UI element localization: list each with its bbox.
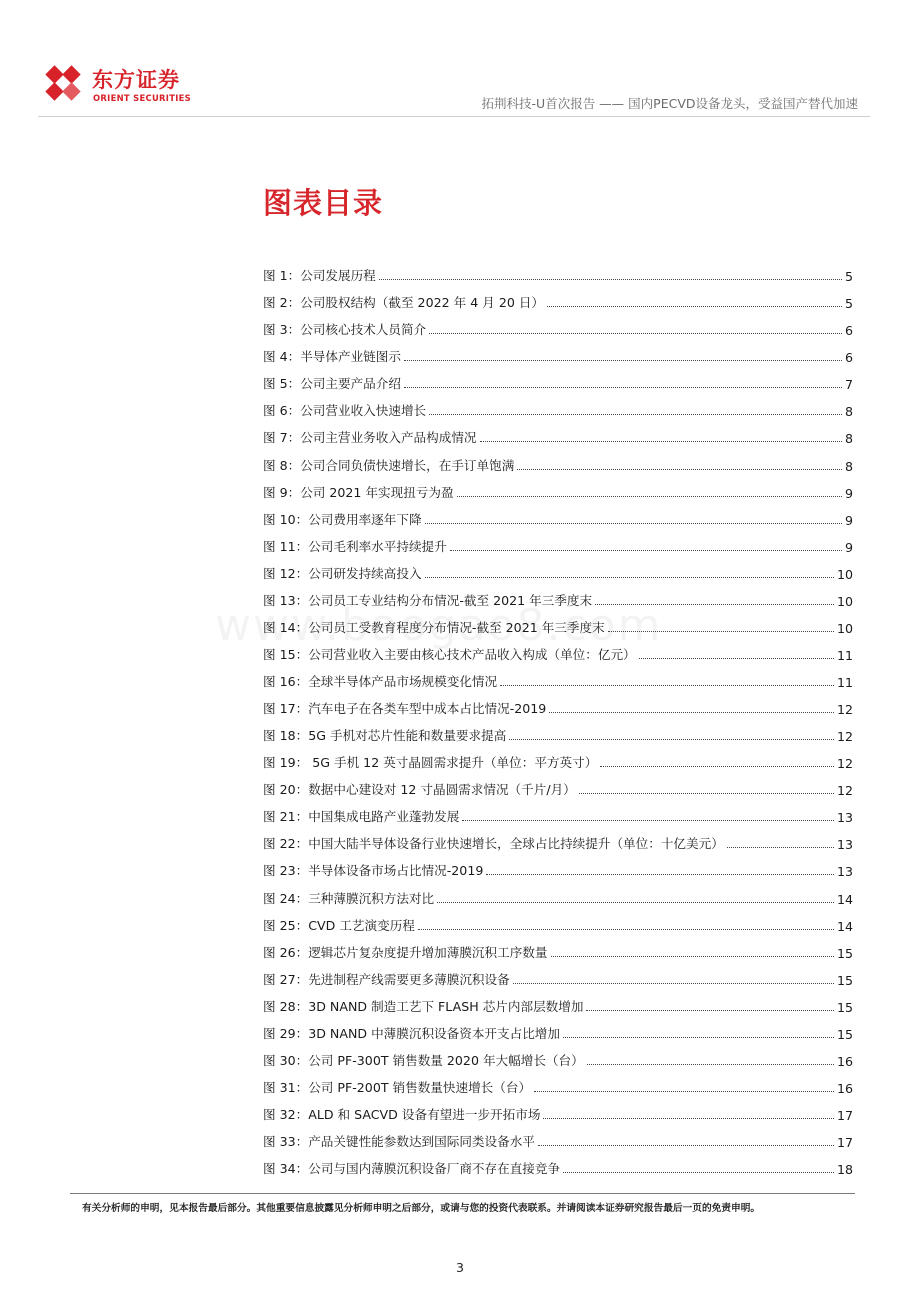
page-number: 3 <box>456 1260 464 1275</box>
toc-entry[interactable] <box>263 392 853 419</box>
toc-entry[interactable] <box>263 446 853 473</box>
toc-entry-label[interactable]: 图 2：公司股权结构（截至 2022 年 4 月 20 日） <box>263 295 545 311</box>
toc-entry[interactable] <box>263 934 853 961</box>
toc-entry[interactable] <box>263 609 853 636</box>
toc-entry-label[interactable]: 图 4：半导体产业链图示 <box>263 349 401 365</box>
toc-entry-label[interactable]: 图 12：公司研发持续高投入 <box>263 565 422 581</box>
toc-entry-label[interactable]: 图 24：三种薄膜沉积方法对比 <box>263 890 435 906</box>
toc-leader-dots <box>595 590 834 605</box>
toc-entry-label[interactable]: 图 6：公司营业收入快速增长 <box>263 403 427 419</box>
toc-entry-page[interactable]: 9 <box>844 512 853 528</box>
toc-entry-label[interactable]: 图 16：全球半导体产品市场规模变化情况 <box>263 674 498 689</box>
toc-leader-dots <box>513 969 834 984</box>
toc-entry-page[interactable]: 11 <box>836 675 853 690</box>
toc-leader-dots <box>429 319 842 334</box>
toc-entry-page[interactable]: 13 <box>836 810 853 826</box>
toc-entry[interactable] <box>263 852 853 879</box>
toc-entry-page[interactable]: 12 <box>836 702 853 718</box>
toc-entry-label[interactable]: 图 30：公司 PF-300T 销售数量 2020 年大幅增长（台） <box>263 1052 584 1068</box>
toc-leader-dots <box>587 1050 834 1065</box>
toc-leader-dots <box>486 860 834 875</box>
toc-entry-page[interactable]: 5 <box>844 296 853 312</box>
toc-entry-page[interactable]: 11 <box>836 647 853 663</box>
toc-entry-label[interactable]: 图 25：CVD 工艺演变历程 <box>263 917 415 933</box>
toc-entry-page[interactable]: 9 <box>844 485 853 501</box>
toc-leader-dots <box>429 400 842 415</box>
toc-entry[interactable] <box>263 690 853 717</box>
toc-leader-dots <box>586 996 834 1011</box>
toc-leader-dots <box>404 346 842 361</box>
toc-entry[interactable] <box>263 528 853 555</box>
toc-entry[interactable] <box>263 1150 853 1177</box>
toc-leader-dots <box>450 536 842 551</box>
toc-entry[interactable] <box>263 663 853 690</box>
toc-leader-dots <box>379 265 842 280</box>
toc-leader-dots <box>563 1023 834 1038</box>
toc-entry-page[interactable]: 6 <box>844 350 853 366</box>
toc-entry[interactable] <box>263 771 853 798</box>
logo-text-cn: 东方证券 <box>92 68 180 92</box>
toc-entry-label[interactable]: 图 21：中国集成电路产业蓬勃发展 <box>263 809 460 825</box>
toc-entry-label[interactable]: 图 17：汽车电子在各类车型中成本占比情况-2019 <box>263 701 547 717</box>
toc-leader-dots <box>543 1104 834 1119</box>
toc-entry-label[interactable]: 图 23：半导体设备市场占比情况-2019 <box>263 863 484 879</box>
toc-entry-page[interactable]: 8 <box>844 431 853 447</box>
toc-entry-page[interactable]: 16 <box>836 1080 853 1096</box>
toc-entry-label[interactable]: 图 33：产品关键性能参数达到国际同类设备水平 <box>263 1134 535 1150</box>
toc-entry-page[interactable]: 10 <box>836 620 853 636</box>
toc-entry[interactable] <box>263 988 853 1015</box>
toc-entry-page[interactable]: 15 <box>836 972 853 988</box>
toc-entry-page[interactable]: 14 <box>836 891 853 907</box>
toc-entry[interactable] <box>263 825 853 852</box>
toc-entry[interactable] <box>263 365 853 392</box>
report-title: 拓荆科技-U首次报告 —— 国内PECVD设备龙头，受益国产替代加速 <box>481 96 858 111</box>
toc-entry-label[interactable]: 图 31：公司 PF-200T 销售数量快速增长（台） <box>263 1079 532 1095</box>
toc-entry-label[interactable]: 图 8：公司合同负债快速增长，在手订单饱满 <box>263 457 515 473</box>
toc-leader-dots <box>547 292 842 307</box>
toc-entry[interactable] <box>263 1015 853 1042</box>
disclaimer: 有关分析师的申明，见本报告最后部分。其他重要信息披露见分析师申明之后部分，或请与您的投资代表联系。并请阅读本证券研究报告最后一页的免责申明。 <box>82 1203 761 1214</box>
toc-leader-dots <box>457 482 842 497</box>
toc-entry-page[interactable]: 7 <box>844 377 853 393</box>
toc-entry[interactable] <box>263 744 853 771</box>
toc-leader-dots <box>639 644 834 659</box>
toc-entry-page[interactable]: 18 <box>836 1162 853 1178</box>
toc-entry-label[interactable]: 图 32：ALD 和 SACVD 设备有望进一步开拓市场 <box>263 1107 541 1122</box>
toc-entry-label[interactable]: 图 18：5G 手机对芯片性能和数量要求提高 <box>263 728 507 744</box>
toc-leader-dots <box>500 671 834 686</box>
toc-entry-page[interactable]: 10 <box>836 593 853 609</box>
toc-leader-dots <box>727 833 834 848</box>
toc-entry-label[interactable]: 图 3：公司核心技术人员简介 <box>263 322 427 338</box>
toc-heading: 图表目录 <box>263 186 384 220</box>
page-header <box>0 0 920 120</box>
toc-entry[interactable] <box>263 717 853 744</box>
toc-entry[interactable] <box>263 636 853 663</box>
toc-entry[interactable] <box>263 798 853 825</box>
toc-entry-page[interactable]: 9 <box>844 539 853 555</box>
toc-leader-dots <box>563 1158 834 1173</box>
toc-entry-label[interactable]: 图 5：公司主要产品介绍 <box>263 376 401 392</box>
toc-entry-label[interactable]: 图 28：3D NAND 制造工艺下 FLASH 芯片内部层数增加 <box>263 998 584 1014</box>
toc-entry-label[interactable]: 图 9：公司 2021 年实现扭亏为盈 <box>263 484 454 500</box>
toc-entry[interactable] <box>263 879 853 906</box>
toc-entry-page[interactable]: 14 <box>836 918 853 934</box>
toc-entry-page[interactable]: 13 <box>836 864 853 880</box>
toc-entry-page[interactable]: 8 <box>844 404 853 420</box>
logo-text-en: ORIENT SECURITIES <box>93 93 191 103</box>
toc-entry-label[interactable]: 图 34：公司与国内薄膜沉积设备厂商不存在直接竞争 <box>263 1161 561 1177</box>
toc-entry-label[interactable]: 图 13：公司员工专业结构分布情况-截至 2021 年三季度末 <box>263 592 593 608</box>
toc-entry-label[interactable]: 图 15：公司营业收入主要由核心技术产品收入构成（单位：亿元） <box>263 646 636 662</box>
toc-entry-label[interactable]: 图 1：公司发展历程 <box>263 268 376 284</box>
toc-entry-label[interactable]: 图 27：先进制程产线需要更多薄膜沉积设备 <box>263 971 510 987</box>
toc-entry-page[interactable]: 8 <box>844 458 853 474</box>
toc-entry-label[interactable]: 图 22：中国大陆半导体设备行业快速增长，全球占比持续提升（单位：十亿美元） <box>263 836 724 852</box>
toc-leader-dots <box>480 427 842 442</box>
toc-leader-dots <box>600 752 834 767</box>
toc-entry-page[interactable]: 12 <box>836 729 853 745</box>
toc-leader-dots <box>437 888 834 903</box>
toc-leader-dots <box>509 725 834 740</box>
toc-entry-label[interactable]: 图 11：公司毛利率水平持续提升 <box>263 538 447 554</box>
toc-entry-page[interactable]: 17 <box>836 1108 853 1123</box>
toc-leader-dots <box>404 373 842 388</box>
toc-entry[interactable] <box>263 419 853 446</box>
toc-entry-page[interactable]: 6 <box>844 323 853 339</box>
toc-entry-label[interactable]: 图 29：3D NAND 中薄膜沉积设备资本开支占比增加 <box>263 1025 560 1041</box>
toc-entry[interactable] <box>263 311 853 338</box>
header-divider <box>38 116 870 117</box>
toc-entry-label[interactable]: 图 19： 5G 手机 12 英寸晶圆需求提升（单位：平方英寸） <box>263 755 598 771</box>
toc-leader-dots <box>462 806 834 821</box>
toc-leader-dots <box>418 915 834 930</box>
toc-entry[interactable] <box>263 284 853 311</box>
toc-entry-page[interactable]: 15 <box>836 999 853 1015</box>
toc-entry[interactable] <box>263 338 853 365</box>
toc-leader-dots <box>551 942 834 957</box>
toc-entry[interactable] <box>263 907 853 934</box>
toc-entry[interactable] <box>263 474 853 501</box>
toc-entry-page[interactable]: 16 <box>836 1053 853 1069</box>
toc-entry[interactable] <box>263 1123 853 1150</box>
toc-entry[interactable] <box>263 1069 853 1096</box>
toc-entry-page[interactable]: 17 <box>836 1135 853 1151</box>
toc-entry-page[interactable]: 10 <box>836 566 853 582</box>
toc-leader-dots <box>549 698 834 713</box>
toc-entry[interactable] <box>263 501 853 528</box>
toc-entry[interactable] <box>263 257 853 284</box>
toc-entry-label[interactable]: 图 14：公司员工受教育程度分布情况-截至 2021 年三季度末 <box>263 619 605 635</box>
toc-entry-page[interactable]: 12 <box>836 783 853 799</box>
toc-entry-page[interactable]: 15 <box>836 1026 853 1042</box>
logo-mark-icon <box>42 62 84 104</box>
toc-entry-page[interactable]: 15 <box>836 945 853 961</box>
toc-entry[interactable] <box>263 555 853 582</box>
toc-entry-label[interactable]: 图 26：逻辑芯片复杂度提升增加薄膜沉积工序数量 <box>263 944 548 960</box>
toc-leader-dots <box>534 1077 834 1092</box>
toc-entry[interactable] <box>263 1042 853 1069</box>
toc-leader-dots <box>579 779 834 794</box>
toc-entry-page[interactable]: 5 <box>844 269 853 285</box>
toc-leader-dots <box>425 563 834 578</box>
toc-entry[interactable] <box>263 1096 853 1123</box>
toc-entry-page[interactable]: 13 <box>836 837 853 853</box>
toc-entry[interactable] <box>263 582 853 609</box>
toc-leader-dots <box>608 617 834 632</box>
toc-leader-dots <box>425 509 842 524</box>
toc-entry-label[interactable]: 图 10：公司费用率逐年下降 <box>263 511 422 527</box>
table-of-figures <box>263 257 853 1177</box>
toc-leader-dots <box>538 1131 834 1146</box>
toc-entry-label[interactable]: 图 7：公司主营业务收入产品构成情况 <box>263 430 477 446</box>
footer-divider <box>70 1193 855 1194</box>
toc-entry-label[interactable]: 图 20：数据中心建设对 12 寸晶圆需求情况（千片/月） <box>263 782 576 798</box>
toc-entry[interactable] <box>263 961 853 988</box>
toc-entry-page[interactable]: 12 <box>836 756 853 772</box>
toc-leader-dots <box>517 455 842 470</box>
